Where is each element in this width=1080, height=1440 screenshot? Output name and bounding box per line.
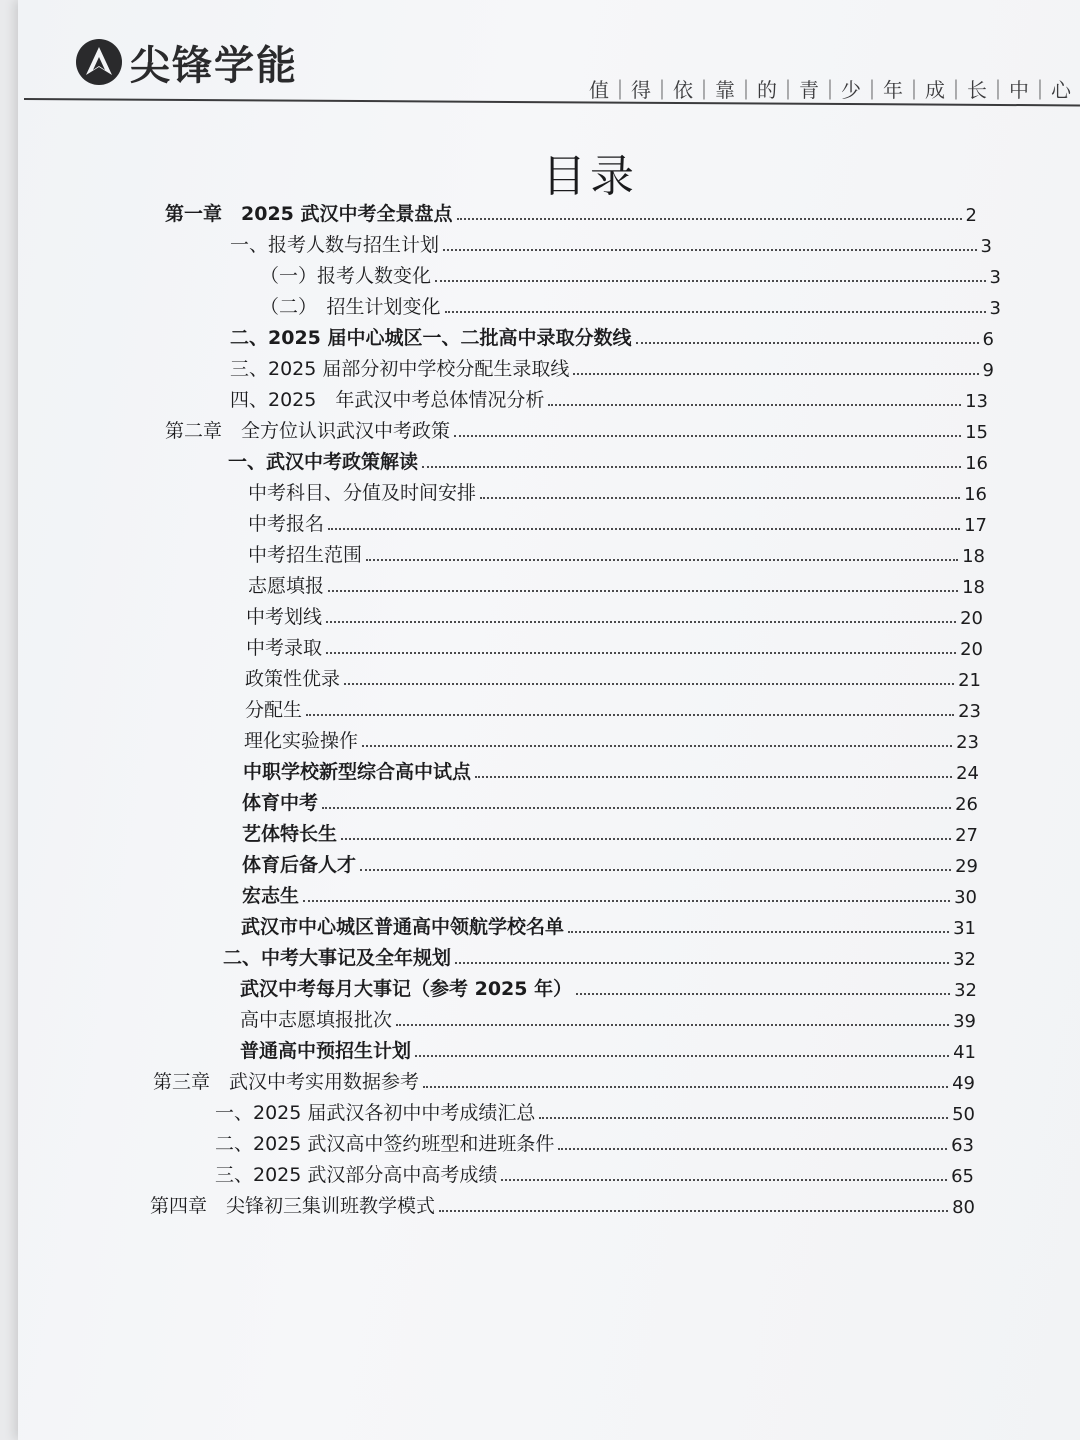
toc-entry-title: 理化实验操作 bbox=[244, 730, 359, 752]
toc-leader-dots bbox=[539, 1117, 948, 1119]
toc-entry[interactable] bbox=[242, 818, 978, 846]
toc-leader-dots bbox=[443, 249, 977, 251]
toc-entry[interactable] bbox=[240, 973, 977, 1001]
toc-leader-dots bbox=[568, 931, 949, 933]
toc-page-number: 32 bbox=[953, 949, 976, 970]
toc-entry[interactable] bbox=[245, 694, 981, 722]
toc-entry[interactable] bbox=[246, 601, 983, 629]
toc-entry[interactable] bbox=[246, 632, 983, 660]
toc-page-number: 20 bbox=[960, 608, 983, 629]
toc-entry[interactable] bbox=[260, 291, 1001, 319]
toc-entry-title: 一、2025 届武汉各初中中考成绩汇总 bbox=[215, 1102, 536, 1124]
toc-entry-title: 艺体特长生 bbox=[242, 823, 338, 845]
logo-icon bbox=[76, 39, 122, 85]
toc-page-number: 27 bbox=[955, 825, 978, 846]
toc-page-number: 3 bbox=[980, 236, 992, 257]
toc-page-number: 6 bbox=[982, 329, 994, 350]
toc-page-number: 26 bbox=[955, 794, 978, 815]
document-page bbox=[18, 0, 1080, 1440]
toc-entry[interactable] bbox=[248, 570, 985, 598]
toc-entry-title: 武汉市中心城区普通高中领航学校名单 bbox=[241, 916, 565, 938]
toc-leader-dots bbox=[558, 1148, 947, 1150]
toc-entry[interactable] bbox=[230, 229, 992, 257]
toc-page-number: 15 bbox=[965, 422, 988, 443]
toc-entry-title: 中考报名 bbox=[248, 513, 325, 535]
toc-entry[interactable] bbox=[248, 477, 987, 505]
toc-page-number: 65 bbox=[951, 1166, 974, 1187]
toc-entry[interactable] bbox=[242, 880, 977, 908]
toc-entry-title: 体育后备人才 bbox=[242, 854, 357, 876]
toc-page-number: 49 bbox=[952, 1073, 975, 1094]
page-title: 目录 bbox=[542, 151, 638, 202]
toc-entry-title: 中考招生范围 bbox=[248, 544, 363, 566]
toc-page-number: 24 bbox=[956, 763, 979, 784]
toc-entry-title: 分配生 bbox=[245, 699, 303, 721]
toc-entry[interactable] bbox=[215, 1159, 974, 1187]
toc-leader-dots bbox=[306, 714, 954, 716]
toc-page-number: 18 bbox=[962, 577, 985, 598]
toc-entry-title: 志愿填报 bbox=[248, 575, 325, 597]
toc-leader-dots bbox=[303, 900, 950, 902]
toc-entry[interactable] bbox=[153, 1066, 975, 1094]
toc-entry-title: 中考科目、分值及时间安排 bbox=[248, 482, 477, 504]
toc-entry-title: 中职学校新型综合高中试点 bbox=[243, 761, 472, 783]
toc-leader-dots bbox=[423, 1086, 948, 1088]
toc-page-number: 17 bbox=[964, 515, 987, 536]
toc-entry-title: 第二章 全方位认识武汉中考政策 bbox=[165, 420, 451, 442]
toc-leader-dots bbox=[422, 466, 961, 468]
toc-entry-title: 二、2025 届中心城区一、二批高中录取分数线 bbox=[230, 327, 632, 349]
toc-page-number: 32 bbox=[954, 980, 977, 1001]
toc-leader-dots bbox=[439, 1210, 948, 1212]
toc-page-number: 23 bbox=[956, 732, 979, 753]
toc-page-number: 16 bbox=[965, 453, 988, 474]
toc-page-number: 3 bbox=[989, 298, 1001, 319]
toc-leader-dots bbox=[366, 559, 958, 561]
toc-leader-dots bbox=[457, 218, 962, 220]
toc-page-number: 18 bbox=[962, 546, 985, 567]
toc-page-number: 2 bbox=[965, 205, 977, 226]
toc-entry-title: 四、2025 年武汉中考总体情况分析 bbox=[230, 389, 545, 411]
toc-entry[interactable] bbox=[150, 1190, 975, 1218]
toc-entry-title: 中考划线 bbox=[246, 606, 323, 628]
toc-entry-title: 二、2025 武汉高中签约班型和进班条件 bbox=[215, 1133, 555, 1155]
toc-page-number: 31 bbox=[953, 918, 976, 939]
toc-page-number: 20 bbox=[960, 639, 983, 660]
toc-entry-title: 第三章 武汉中考实用数据参考 bbox=[153, 1071, 420, 1093]
toc-entry[interactable] bbox=[215, 1097, 975, 1125]
toc-page-number: 9 bbox=[982, 360, 994, 381]
toc-page-number: 3 bbox=[989, 267, 1001, 288]
toc-page-number: 30 bbox=[954, 887, 977, 908]
toc-entry[interactable] bbox=[260, 260, 1001, 288]
toc-page-number: 39 bbox=[953, 1011, 976, 1032]
toc-leader-dots bbox=[360, 869, 951, 871]
toc-entry[interactable] bbox=[230, 353, 994, 381]
toc-entry-title: 体育中考 bbox=[242, 792, 319, 814]
toc-leader-dots bbox=[341, 838, 951, 840]
toc-entry-title: 三、2025 届部分初中学校分配生录取线 bbox=[230, 358, 570, 380]
toc-entry[interactable] bbox=[248, 508, 987, 536]
toc-leader-dots bbox=[576, 993, 950, 995]
toc-entry-title: （一）报考人数变化 bbox=[260, 265, 432, 287]
toc-entry[interactable] bbox=[248, 539, 985, 567]
toc-page-number: 41 bbox=[953, 1042, 976, 1063]
brand-logo bbox=[76, 34, 298, 90]
toc-leader-dots bbox=[455, 962, 949, 964]
toc-leader-dots bbox=[435, 280, 986, 282]
toc-entry[interactable] bbox=[240, 1035, 976, 1063]
toc-entry-title: 武汉中考每月大事记（参考 2025 年） bbox=[240, 978, 573, 1000]
toc-page-number: 63 bbox=[951, 1135, 974, 1156]
toc-entry[interactable] bbox=[215, 1128, 974, 1156]
toc-page-number: 80 bbox=[952, 1197, 975, 1218]
toc-leader-dots bbox=[326, 652, 956, 654]
toc-entry-title: 政策性优录 bbox=[245, 668, 341, 690]
toc-entry[interactable] bbox=[165, 415, 988, 443]
toc-page-number: 16 bbox=[964, 484, 987, 505]
toc-entry[interactable] bbox=[165, 198, 977, 226]
toc-entry[interactable] bbox=[243, 756, 979, 784]
toc-entry-title: 中考录取 bbox=[246, 637, 323, 659]
toc-entry[interactable] bbox=[230, 384, 988, 412]
brand-name: 尖锋学能 bbox=[130, 41, 298, 89]
toc-entry[interactable] bbox=[223, 942, 976, 970]
toc-entry-title: 一、报考人数与招生计划 bbox=[230, 234, 440, 256]
toc-entry-title: 二、中考大事记及全年规划 bbox=[223, 947, 452, 969]
toc-entry[interactable] bbox=[242, 849, 978, 877]
toc-leader-dots bbox=[454, 435, 961, 437]
toc-entry-title: 高中志愿填报批次 bbox=[240, 1009, 393, 1031]
toc-leader-dots bbox=[475, 776, 952, 778]
toc-leader-dots bbox=[445, 311, 986, 313]
toc-entry[interactable] bbox=[242, 787, 978, 815]
toc-entry-title: 三、2025 武汉部分高中高考成绩 bbox=[215, 1164, 498, 1186]
toc-page-number: 23 bbox=[958, 701, 981, 722]
toc-entry-title: 第四章 尖锋初三集训班教学模式 bbox=[150, 1195, 436, 1217]
toc-entry-title: 第一章 2025 武汉中考全景盘点 bbox=[165, 203, 453, 225]
toc-entry-title: 一、武汉中考政策解读 bbox=[228, 451, 419, 473]
toc-leader-dots bbox=[362, 745, 952, 747]
toc-entry[interactable] bbox=[244, 725, 979, 753]
toc-leader-dots bbox=[548, 404, 961, 406]
toc-leader-dots bbox=[328, 528, 960, 530]
toc-page-number: 50 bbox=[952, 1104, 975, 1125]
toc-entry[interactable] bbox=[241, 911, 976, 939]
toc-leader-dots bbox=[501, 1179, 947, 1181]
toc-leader-dots bbox=[322, 807, 951, 809]
toc-leader-dots bbox=[326, 621, 956, 623]
toc-leader-dots bbox=[573, 373, 978, 375]
toc-entry[interactable] bbox=[230, 322, 994, 350]
toc-leader-dots bbox=[480, 497, 960, 499]
page-header bbox=[18, 0, 1080, 110]
toc-entry[interactable] bbox=[240, 1004, 976, 1032]
toc-leader-dots bbox=[396, 1024, 949, 1026]
toc-page-number: 29 bbox=[955, 856, 978, 877]
toc-leader-dots bbox=[344, 683, 954, 685]
toc-entry-title: 普通高中预招生计划 bbox=[240, 1040, 412, 1062]
toc-leader-dots bbox=[328, 590, 958, 592]
toc-entry[interactable] bbox=[245, 663, 981, 691]
toc-leader-dots bbox=[415, 1055, 949, 1057]
toc-leader-dots bbox=[636, 342, 979, 344]
toc-entry[interactable] bbox=[228, 446, 988, 474]
toc-page-number: 13 bbox=[965, 391, 988, 412]
toc-page-number: 21 bbox=[958, 670, 981, 691]
toc-entry-title: 宏志生 bbox=[242, 885, 300, 907]
toc-entry-title: （二） 招生计划变化 bbox=[260, 296, 441, 318]
header-slogan: 值｜得｜依｜靠｜的｜青｜少｜年｜成｜长｜中｜心 bbox=[589, 78, 1072, 102]
